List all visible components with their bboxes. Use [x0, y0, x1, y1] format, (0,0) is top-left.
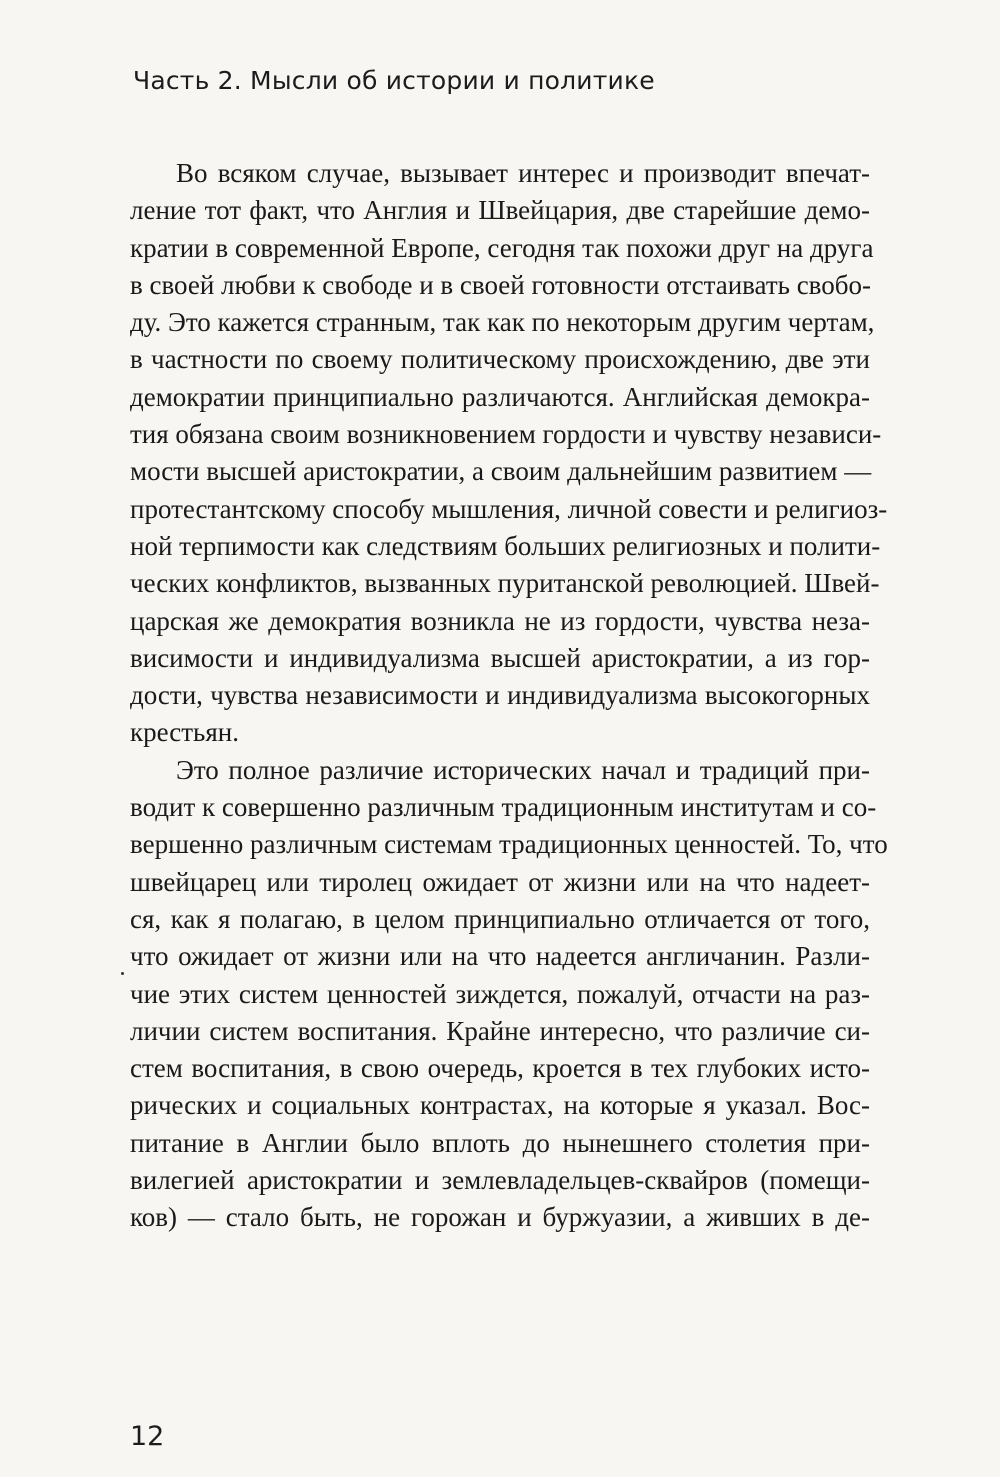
text-line: в частности по своему политическому происхождению, две эти [130, 344, 870, 375]
text-line: чие этих систем ценностей зиждется, пожалуй, отчасти на раз- [130, 978, 870, 1009]
text-line: вилегией аристократии и землевладельцев-сквайров (помещи- [130, 1165, 870, 1196]
body-text [130, 155, 888, 1237]
paragraph-1 [130, 155, 888, 752]
text-line: дости, чувства независимости и индивидуализма высокогорных [130, 680, 870, 711]
text-line: ческих конфликтов, вызванных пуританской революцией. Швей- [130, 568, 880, 599]
text-line: ков) — стало быть, не горожан и буржуазии, а живших в де- [130, 1202, 870, 1233]
text-line: в своей любви к свободе и в своей готовности отстаивать свобо- [130, 269, 871, 300]
text-line: рических и социальных контрастах, на которые я указал. Вос- [130, 1090, 870, 1121]
text-line: водит к совершенно различным традиционным институтам и со- [130, 792, 877, 823]
paragraph-2 [130, 752, 888, 1237]
text-line: демократии принципиально различаются. Английская демокра- [130, 381, 870, 412]
text-line: кратии в современной Европе, сегодня так похожи друг на друга [130, 232, 874, 263]
text-line: протестантскому способу мышления, личной совести и религиоз- [130, 493, 888, 524]
text-line: что ожидает от жизни или на что надеется англичанин. Разли- [130, 941, 870, 972]
text-line: Это полное различие исторических начал и традиций при- [176, 754, 870, 785]
running-head: Часть 2. Мысли об истории и политике [133, 66, 655, 95]
ink-speck [121, 972, 124, 975]
page-number: 12 [130, 1421, 165, 1452]
text-line: ся, как я полагаю, в целом принципиально отличается от того, [130, 903, 870, 934]
text-line: царская же демократия возникла не из гордости, чувства неза- [130, 605, 870, 636]
text-line: тия обязана своим возникновением гордости и чувству независи- [130, 419, 882, 450]
text-line: висимости и индивидуализма высшей аристократии, а из гор- [130, 642, 870, 673]
text-line: вершенно различным системам традиционных ценностей. То, что [130, 829, 888, 860]
text-line: ной терпимости как следствиям больших религиозных и полити- [130, 530, 881, 561]
text-line: питание в Англии было вплоть до нынешнего столетия при- [130, 1127, 870, 1158]
text-line: стем воспитания, в свою очередь, кроется в тех глубоких исто- [130, 1053, 870, 1084]
text-line: ду. Это кажется странным, так как по некоторым другим чертам, [130, 307, 875, 338]
text-line: швейцарец или тиролец ожидает от жизни или на что надеет- [130, 866, 870, 897]
text-line: ление тот факт, что Англия и Швейцария, две старейшие демо- [130, 195, 870, 226]
text-line: Во всяком случае, вызывает интерес и производит впечат- [176, 158, 870, 188]
text-line: мости высшей аристократии, а своим дальнейшим развитием — [130, 456, 872, 487]
text-line: крестьян. [130, 717, 239, 748]
text-line: личии систем воспитания. Крайне интересно, что различие си- [130, 1015, 870, 1046]
